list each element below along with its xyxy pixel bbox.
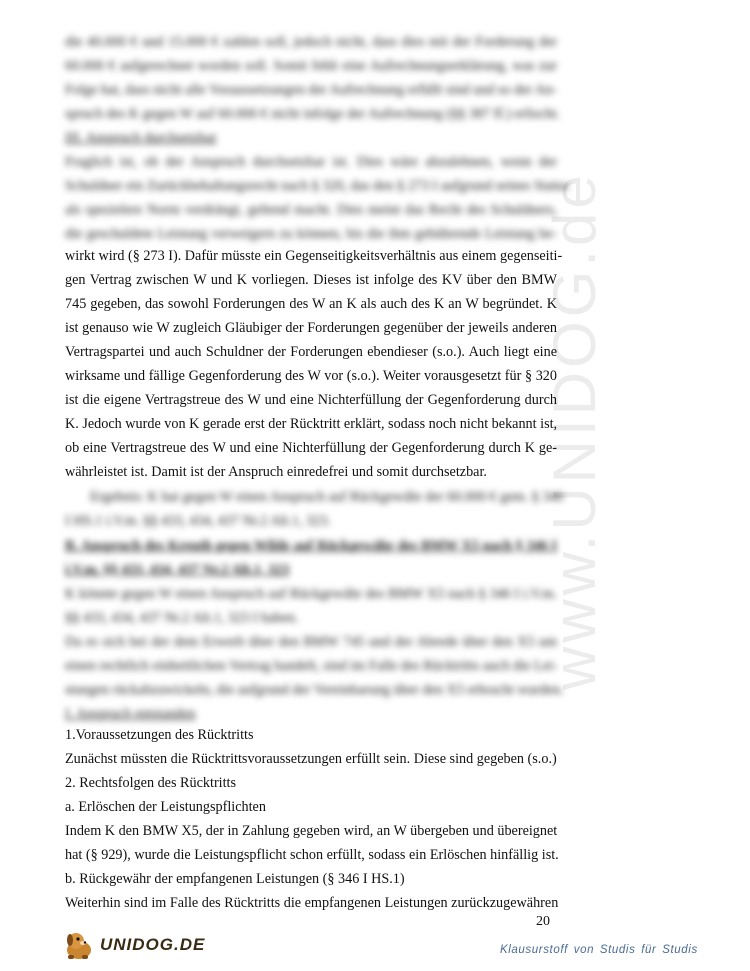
paragraph-line: ist die eigene Vertragstreue des W und eine Nichterfüllung der Gegenforderung durch — [65, 392, 557, 408]
section-heading: 1.Voraussetzungen des Rücktritts — [65, 727, 254, 743]
dog-mascot-icon — [62, 928, 96, 962]
blurred-line: 60.000 € aufgerechnet worden soll. Somit fehlt eine Aufrechnungserklärung, was zur — [65, 58, 557, 74]
page-number: 20 — [536, 914, 550, 929]
paragraph-line: hat (§ 929), wurde die Leistungspflicht schon erfüllt, sodass ein Erlöschen hinfällig ist. — [65, 847, 559, 863]
blurred-heading: B. Anspruch des Kreuth gegen Wilde auf Rückgewähr des BMW X5 nach § 346 I — [65, 538, 557, 554]
blurred-line: Da es sich bei der dem Erwerb über den BMW 745 und der Abrede über den X5 um — [65, 634, 557, 650]
blurred-line: spruch des K gegen W auf 60.000 € nicht infolge der Aufrechnung (§§ 387 ff.) erlischt. — [65, 106, 560, 122]
blurred-line: Schuldner ein Zurückbehaltungsrecht nach § 320, das den § 273 I aufgrund seines Status — [65, 178, 569, 194]
paragraph-line: Weiterhin sind im Falle des Rücktritts die empfangenen Leistungen zurückzugewähren — [65, 895, 559, 911]
paragraph-line: wirksame und fällige Gegenforderung des W vor (s.o.). Weiter vorausgesetzt für § 320 — [65, 368, 557, 384]
blurred-result: I HS.1 i.V.m. §§ 433, 434, 437 Nr.2 Alt.1, 323. — [65, 513, 331, 529]
blurred-line: Fraglich ist, ob der Anspruch durchsetzbar ist. Dies wäre abzulehnen, wenn der — [65, 154, 557, 170]
paragraph-line: ob eine Vertragstreue des W und eine Nichterfüllung der Gegenforderung durch K ge- — [65, 440, 557, 456]
blurred-heading: III. Anspruch durchsetzbar — [65, 130, 217, 146]
blurred-line: die geschuldete Leistung verweigern zu können, bis die ihm gebührende Leistung be- — [65, 226, 557, 242]
paragraph-line: Indem K den BMW X5, der in Zahlung gegeben wird, an W übergeben und übereignet — [65, 823, 558, 839]
paragraph-line: währleistet ist. Damit ist der Anspruch einredefrei und somit durchsetzbar. — [65, 464, 487, 480]
paragraph-line: wirkt wird (§ 273 I). Dafür müsste ein Gegenseitigkeitsverhältnis aus einem gegenseiti- — [65, 248, 563, 264]
paragraph-line: ist genauso wie W zugleich Gläubiger der Forderungen gegenüber der jeweils anderen — [65, 320, 557, 336]
blurred-line: stungen rückabzuwickeln, die aufgrund der Vereinbarung über den X5 erbracht wurden. — [65, 682, 564, 698]
paragraph-line: gen Vertrag zwischen W und K vorliegen. Dieses ist infolge des KV über den BMW — [65, 272, 557, 288]
paragraph-line: Vertragspartei und auch Schuldner der Forderungen ebendieser (s.o.). Auch liegt eine — [65, 344, 557, 360]
unidog-logo — [62, 925, 205, 965]
blurred-result: Ergebnis: K hat gegen W einen Anspruch auf Rückgewähr der 60.000 € gem. § 346 — [90, 489, 564, 505]
blurred-line: als spezielere Norm verdrängt, geltend macht. Dies meint das Recht des Schuldners, — [65, 202, 557, 218]
blurred-heading: I. Anspruch entstanden — [65, 706, 196, 722]
blurred-line: K könnte gegen W einen Anspruch auf Rückgewähr des BMW X5 nach § 346 I i.V.m. — [65, 586, 557, 602]
section-heading: 2. Rechtsfolgen des Rücktritts — [65, 775, 237, 791]
section-heading: b. Rückgewähr der empfangenen Leistungen (§ 346 I HS.1) — [65, 871, 405, 887]
blurred-line: die 40.000 € und 15.000 € zahlen soll, jedoch nicht, dass dies mit der Forderung der — [65, 34, 557, 50]
paragraph-line: Zunächst müssten die Rücktrittsvoraussetzungen erfüllt sein. Diese sind gegeben (s.o.) — [65, 751, 557, 767]
section-heading: a. Erlöschen der Leistungspflichten — [65, 799, 266, 815]
paragraph-line: K. Jedoch wurde von K gerade erst der Rücktritt erklärt, sodass noch nicht bekannt ist, — [65, 416, 558, 432]
blurred-heading: i.V.m. §§ 433, 434, 437 Nr.2 Alt.1, 323 — [65, 562, 290, 578]
blurred-line: einen rechtlich einheitlichen Vertrag handelt, sind im Falle des Rücktritts auch die Lei- — [65, 658, 558, 674]
blurred-line: Folge hat, dass nicht alle Voraussetzungen der Aufrechnung erfüllt sind und so der An- — [65, 82, 557, 98]
logo-text: UNIDOG.DE — [100, 935, 206, 954]
watermark: www.UNIDOG.de — [541, 171, 608, 690]
footer-tagline: Klausurstoff von Studis für Studis — [500, 944, 698, 956]
paragraph-line: 745 gegeben, das sowohl Forderungen des W an K als auch des K an W begründet. K — [65, 296, 557, 312]
blurred-line: §§ 433, 434, 437 Nr.2 Alt.1, 323 I haben. — [65, 610, 299, 626]
